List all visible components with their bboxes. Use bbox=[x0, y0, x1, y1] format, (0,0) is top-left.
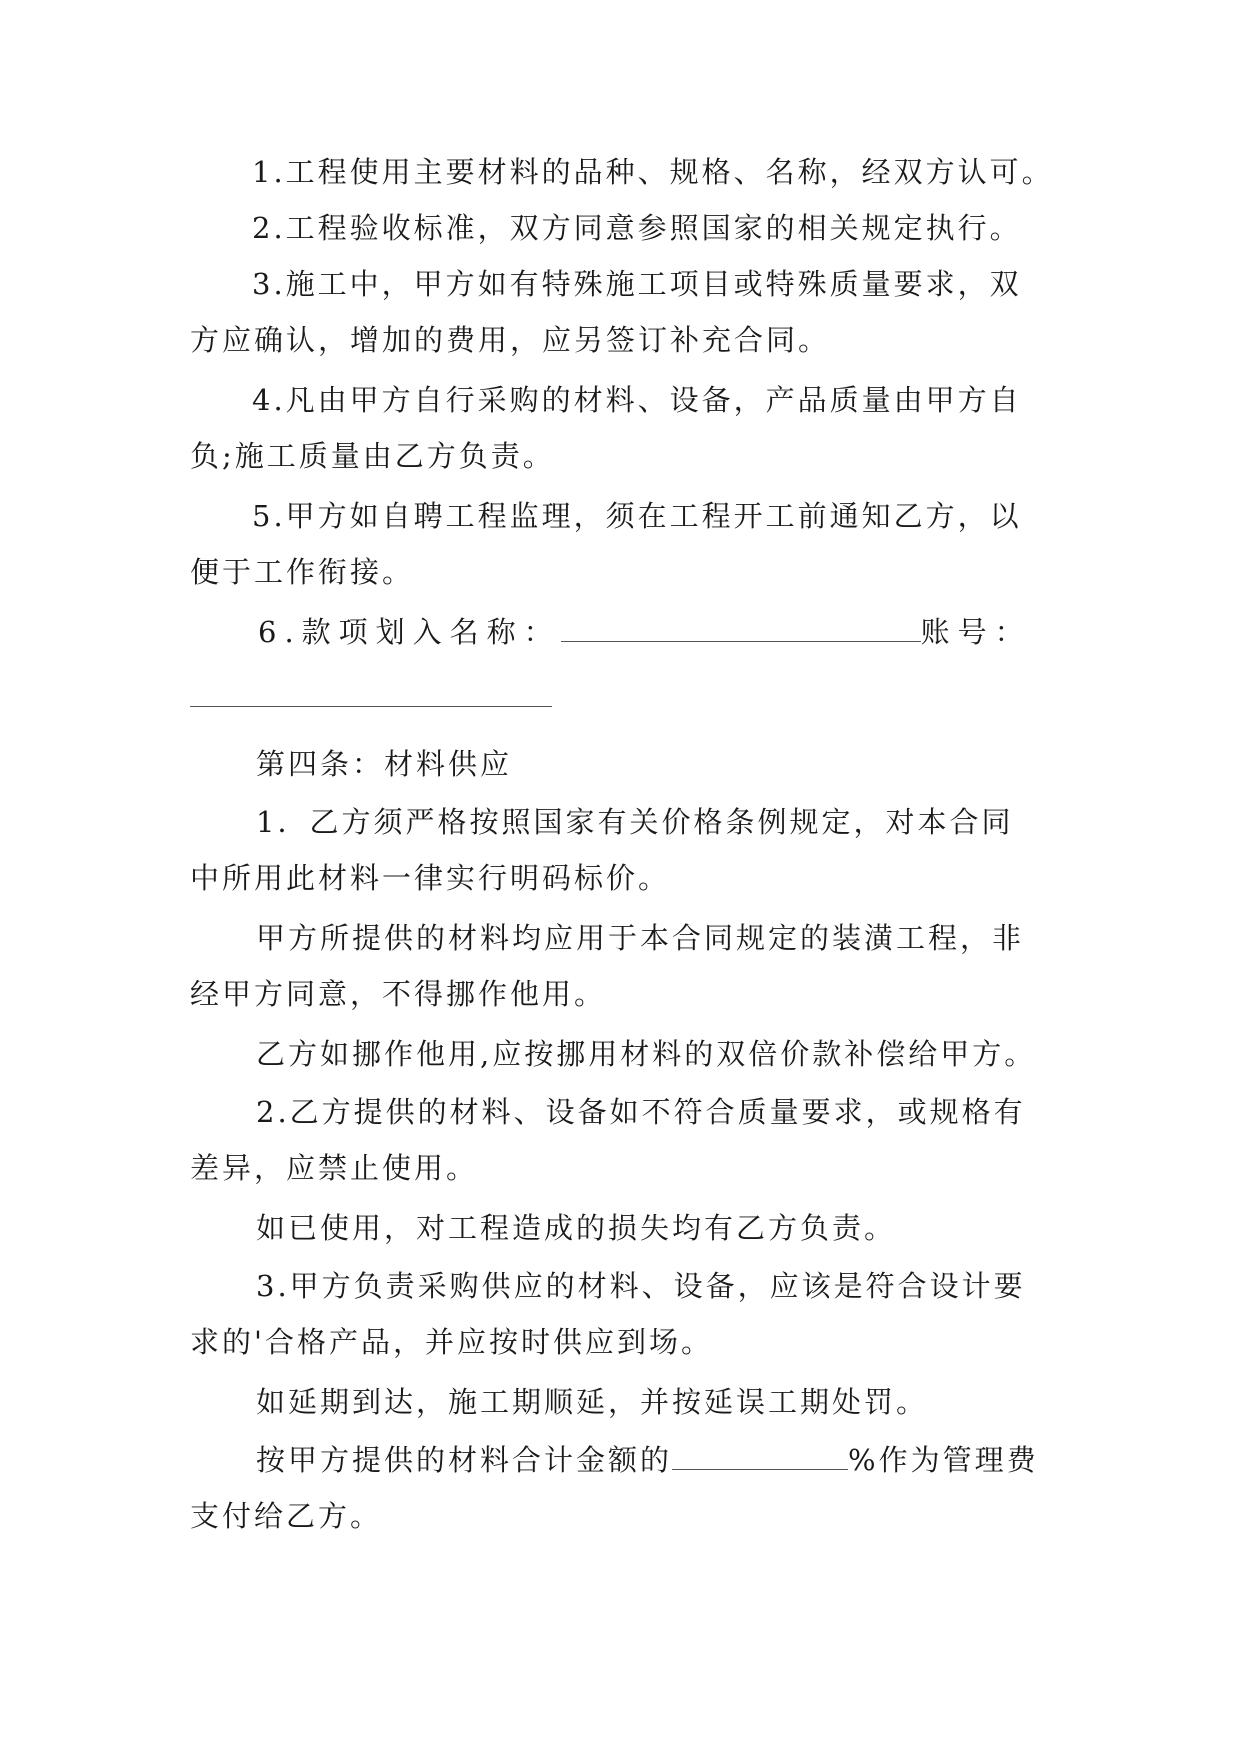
clause-5-line-2: 便于工作衔接。 bbox=[190, 555, 415, 589]
supply-clause-1-line-2: 中所用此材料一律实行明码标价。 bbox=[190, 861, 671, 895]
management-fee-line-2: 支付给乙方。 bbox=[190, 1499, 383, 1533]
clause-6-line-1 bbox=[258, 612, 1032, 652]
supply-paragraph-1-line-1: 甲方所提供的材料均应用于本合同规定的装潢工程，非 bbox=[256, 921, 1025, 955]
supply-paragraph-3: 如已使用，对工程造成的损失均有乙方负责。 bbox=[256, 1211, 897, 1245]
clause-5-line-1: 5.甲方如自聘工程监理，须在工程开工前通知乙方，以 bbox=[252, 499, 1022, 533]
clause-4-line-2: 负;施工质量由乙方负责。 bbox=[190, 439, 555, 473]
clause-3-line-2: 方应确认，增加的费用，应另签订补充合同。 bbox=[190, 323, 831, 357]
management-fee-line-1 bbox=[256, 1440, 1039, 1480]
supply-paragraph-1-line-2: 经甲方同意，不得挪作他用。 bbox=[190, 977, 607, 1011]
clause-3-line-1: 3.施工中，甲方如有特殊施工项目或特殊质量要求，双 bbox=[252, 267, 1022, 301]
supply-clause-3-line-2: 求的'合格产品，并应按时供应到场。 bbox=[190, 1325, 713, 1359]
management-fee-suffix: %作为管理费 bbox=[848, 1443, 1039, 1477]
account-name-label: 6.款项划入名称： bbox=[258, 615, 561, 649]
clause-4-line-1: 4.凡由甲方自行采购的材料、设备，产品质量由甲方自 bbox=[252, 383, 1022, 417]
article-4-heading: 第四条：材料供应 bbox=[256, 747, 513, 781]
supply-paragraph-4: 如延期到达，施工期顺延，并按延误工期处罚。 bbox=[256, 1385, 929, 1419]
management-fee-blank[interactable] bbox=[672, 1469, 848, 1470]
account-name-blank[interactable] bbox=[561, 641, 921, 642]
clause-2: 2.工程验收标准，双方同意参照国家的相关规定执行。 bbox=[252, 211, 1022, 245]
clause-1: 1.工程使用主要材料的品种、规格、名称，经双方认可。 bbox=[252, 155, 1054, 189]
account-number-label: 账号： bbox=[920, 615, 1032, 649]
supply-clause-2-line-1: 2.乙方提供的材料、设备如不符合质量要求，或规格有 bbox=[256, 1095, 1026, 1129]
supply-clause-1-line-1: 1．乙方须严格按照国家有关价格条例规定，对本合同 bbox=[256, 805, 1014, 839]
supply-paragraph-2: 乙方如挪作他用,应按挪用材料的双倍价款补偿给甲方。 bbox=[256, 1037, 1037, 1071]
management-fee-prefix: 按甲方提供的材料合计金额的 bbox=[256, 1443, 673, 1477]
account-number-blank[interactable] bbox=[190, 706, 552, 707]
supply-clause-2-line-2: 差异，应禁止使用。 bbox=[190, 1151, 479, 1185]
supply-clause-3-line-1: 3.甲方负责采购供应的材料、设备，应该是符合设计要 bbox=[256, 1269, 1026, 1303]
